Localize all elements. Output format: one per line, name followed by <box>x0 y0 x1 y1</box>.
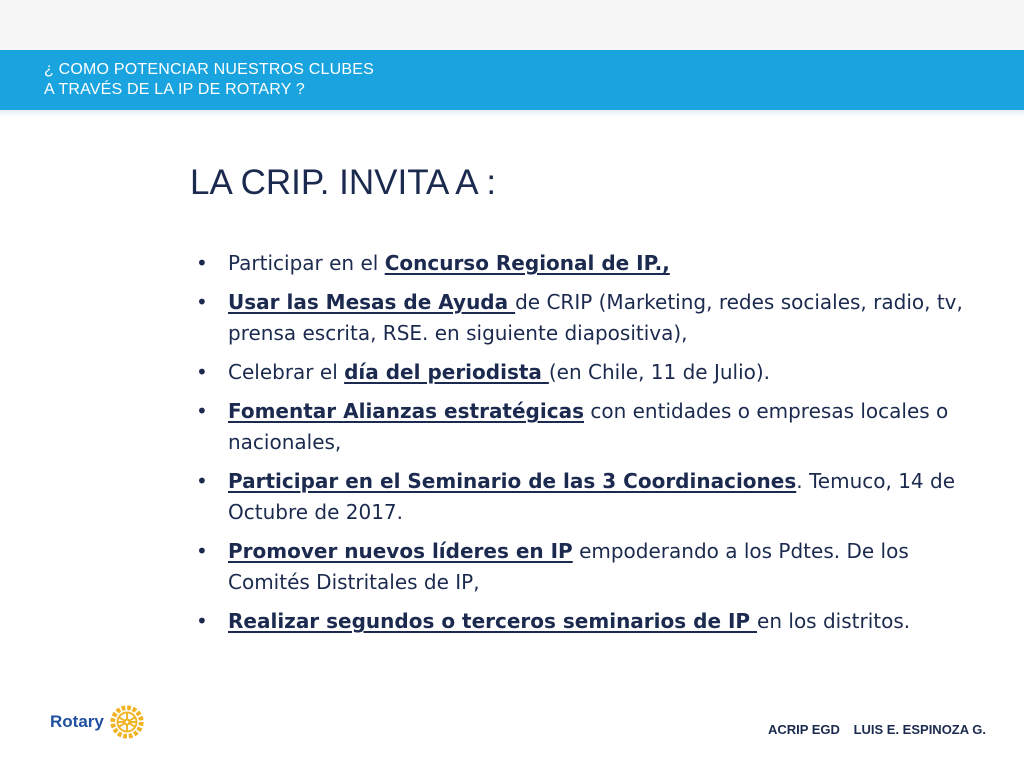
rotary-wheel-icon <box>108 703 146 741</box>
bullet-text: empoderando a los Pdtes. De los Comités Distritales de IP, <box>228 539 909 594</box>
top-margin <box>0 0 1024 50</box>
bullet-highlight: Fomentar Alianzas estratégicas <box>228 399 584 423</box>
bullet-text: con entidades o empresas locales o nacionales, <box>228 399 949 454</box>
bullet-item <box>190 396 980 458</box>
bullet-dot-icon: • <box>196 469 208 493</box>
bullet-text: Participar en el <box>228 251 385 275</box>
header-line-2: A TRAVÉS DE LA IP DE ROTARY ? <box>44 81 306 98</box>
slide-title: LA CRIP. INVITA A : <box>190 163 497 202</box>
bullet-text: (en Chile, 11 de Julio). <box>548 360 771 384</box>
bullet-text: . Temuco, 14 de Octubre de 2017. <box>228 469 955 524</box>
footer-author: LUIS E. ESPINOZA G. <box>853 722 986 737</box>
footer-credit <box>768 722 986 737</box>
bullet-highlight: Promover nuevos líderes en IP <box>228 539 573 563</box>
bullet-text: de CRIP (Marketing, redes sociales, radio, tv, prensa escrita, RSE. en siguiente diapositiva), <box>228 290 963 345</box>
rotary-wordmark: Rotary <box>50 712 104 731</box>
bullet-list <box>190 248 980 645</box>
bullet-item <box>190 606 980 637</box>
bullet-highlight: Concurso Regional de IP., <box>384 251 670 275</box>
bullet-dot-icon: • <box>196 360 208 384</box>
bullet-highlight: Usar las Mesas de Ayuda <box>228 290 516 314</box>
bullet-text: en los distritos. <box>757 609 911 633</box>
bullet-highlight: día del periodista <box>344 360 549 384</box>
bullet-item <box>190 536 980 598</box>
rotary-logo <box>50 703 146 741</box>
header-band <box>0 50 1024 110</box>
bullet-highlight: Participar en el Seminario de las 3 Coordinaciones <box>228 469 797 493</box>
bullet-text: Celebrar el <box>228 360 345 384</box>
bullet-dot-icon: • <box>196 539 208 563</box>
header-line-1: ¿ COMO POTENCIAR NUESTROS CLUBES <box>44 61 374 78</box>
bullet-highlight: Realizar segundos o terceros seminarios de IP <box>228 609 758 633</box>
footer-org: ACRIP EGD <box>767 722 840 737</box>
bullet-dot-icon: • <box>196 609 208 633</box>
bullet-dot-icon: • <box>196 290 208 314</box>
bullet-item <box>190 466 980 528</box>
bullet-item <box>190 357 980 388</box>
bullet-item <box>190 248 980 279</box>
bullet-item <box>190 287 980 349</box>
bullet-dot-icon: • <box>196 251 208 275</box>
header-shadow <box>0 110 1024 118</box>
bullet-dot-icon: • <box>196 399 208 423</box>
